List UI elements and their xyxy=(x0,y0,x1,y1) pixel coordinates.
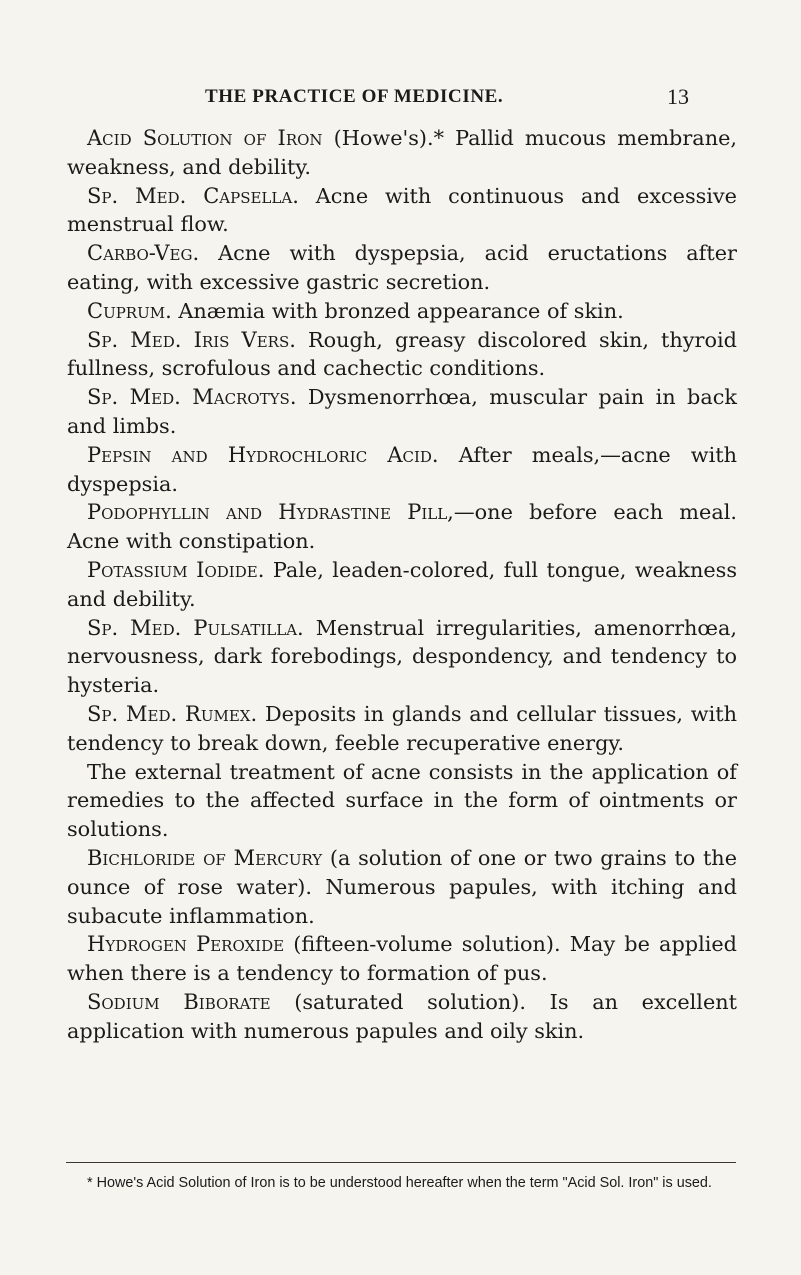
entry-name: Sp. Med. Rumex. xyxy=(87,701,258,726)
entry-name: Sp. Med. Iris Vers. xyxy=(87,327,296,352)
entry-potassium-iodide xyxy=(67,556,737,614)
entry-text: Dysmenorrhœa, muscular pain in back and limbs. xyxy=(67,385,738,438)
entry-text: (a solution of one or two grains to the ounce of rose water). Numerous papules, with itching and subacute inflammation. xyxy=(67,845,738,928)
entry-text: (Howe's).* Pallid mucous membrane, weakness, and debility. xyxy=(67,126,738,179)
entry-name: Carbo-Veg. xyxy=(87,241,200,266)
entry-macrotys xyxy=(67,383,737,441)
entry-text: The external treatment of acne consists in the application of remedies to the affected surface in the form of ointments or solutions. xyxy=(67,759,737,842)
footnote: * Howe's Acid Solution of Iron is to be understood hereafter when the term "Acid Sol. Iron" is used. xyxy=(87,1175,712,1191)
entry-name: Cuprum. xyxy=(87,298,172,323)
entry-name: Acid Solution of Iron xyxy=(87,126,323,150)
entry-cuprum xyxy=(67,297,737,326)
entry-name: Pepsin and Hydrochloric Acid. xyxy=(87,442,439,467)
entry-name: Sp. Med. Macrotys. xyxy=(87,385,297,410)
entry-text: Pale, leaden-colored, full tongue, weakness and debility. xyxy=(67,557,737,611)
entry-bichloride-of-mercury xyxy=(67,844,737,930)
entry-sodium-biborate xyxy=(67,988,737,1046)
entry-iris-vers xyxy=(67,326,737,384)
entry-name: Sp. Med. Pulsatilla. xyxy=(87,615,304,640)
entry-text: (saturated solution). Is an excellent application with numerous papules and oily skin. xyxy=(67,989,738,1043)
page-number: 13 xyxy=(667,84,689,109)
entry-text: Anæmia with bronzed appearance of skin. xyxy=(171,298,624,323)
external-treatment-paragraph xyxy=(67,758,737,844)
entry-rumex xyxy=(67,700,737,758)
entry-name: Podophyllin and Hydrastine Pill, xyxy=(87,500,454,525)
entry-text: Acne with continuous and excessive menstrual flow. xyxy=(67,183,737,237)
entry-text: Deposits in glands and cellular tissues, with tendency to break down, feeble recuperative energy. xyxy=(67,701,737,755)
entry-name: Sodium Biborate xyxy=(87,989,271,1014)
running-title: THE PRACTICE OF MEDICINE. xyxy=(205,86,504,107)
entry-text: —one before each meal. Acne with constipation. xyxy=(67,500,737,554)
entry-text: (fifteen-volume solution). May be applied when there is a tendency to formation of pus. xyxy=(67,932,738,986)
entry-acid-solution-of-iron xyxy=(67,124,737,182)
entry-text: Rough, greasy discolored skin, thyroid fullness, scrofulous and cachectic conditions. xyxy=(67,327,737,381)
entry-text: After meals,—acne with dyspepsia. xyxy=(67,442,737,496)
entry-text: Acne with dyspepsia, acid eructations after eating, with excessive gastric secretion. xyxy=(67,241,737,294)
entry-pepsin xyxy=(67,441,737,499)
entry-podophyllin xyxy=(67,498,737,556)
entry-name: Hydrogen Peroxide xyxy=(87,932,285,957)
page-body xyxy=(67,124,737,1046)
entry-capsella xyxy=(67,182,737,240)
footnote-divider xyxy=(66,1162,736,1163)
entry-name: Sp. Med. Capsella. xyxy=(87,183,299,208)
entry-hydrogen-peroxide xyxy=(67,930,737,988)
entry-name: Potassium Iodide. xyxy=(87,557,265,582)
entry-name: Bichloride of Mercury xyxy=(87,845,323,870)
entry-text: Menstrual irregularities, amenorrhœa, nervousness, dark forebodings, despondency, and tendency to hysteria. xyxy=(67,615,737,698)
entry-carbo-veg xyxy=(67,239,737,297)
entry-pulsatilla xyxy=(67,614,737,700)
